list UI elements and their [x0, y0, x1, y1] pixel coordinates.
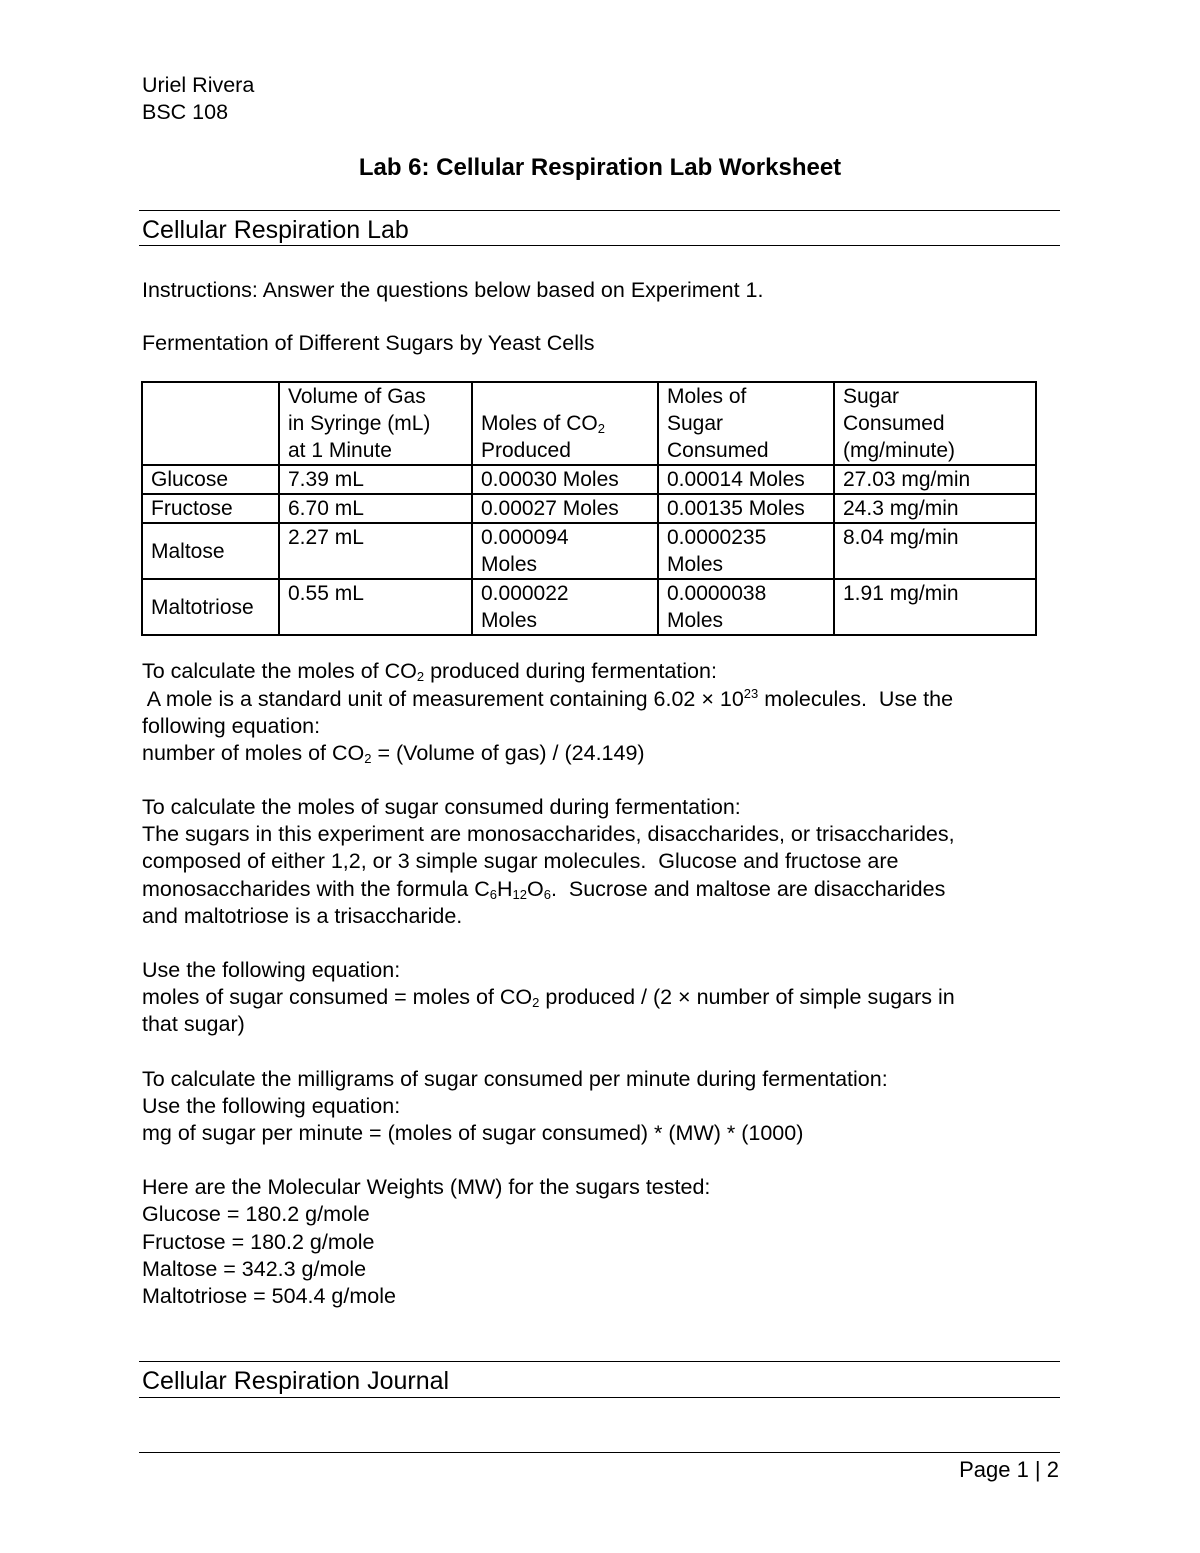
- header-cell-empty: [142, 382, 279, 465]
- mg-calc-line2: Use the following equation:: [142, 1094, 401, 1118]
- mw-item: Maltose = 342.3 g/mole: [142, 1257, 367, 1281]
- cell-mg: 24.3 mg/min: [834, 494, 1036, 523]
- header-co2: Moles of $CO_2$ Produced: [472, 382, 658, 465]
- cell-volume: 2.27 mL: [279, 523, 472, 579]
- table-row: [142, 465, 1036, 494]
- cell-moles: 0.00135 Moles: [658, 494, 834, 523]
- header-volume: Volume of Gas in Syringe (mL) at 1 Minute: [279, 382, 472, 465]
- sugar-calc-line2: The sugars in this experiment are monosaccharides, disaccharides, or trisaccharides,: [142, 822, 955, 846]
- mole-definition: A mole is a standard unit of measurement containing $6.02 \times 10^{23}$ molecules. Use the: [142, 686, 954, 711]
- page-title: Lab 6: Cellular Respiration Lab Worksheet: [358, 154, 842, 181]
- cell-co2: 0.00030 Moles: [472, 465, 658, 494]
- journal-rule-bottom: [139, 1397, 1060, 1398]
- mw-item: Glucose = 180.2 g/mole: [142, 1202, 370, 1226]
- section-rule-top: [139, 210, 1060, 211]
- page-number: Page 1 | 2: [959, 1457, 1059, 1482]
- mg-equation: mg of sugar per minute = (moles of sugar consumed) * (MW) * (1000): [142, 1121, 804, 1145]
- sugar-calc-intro: To calculate the moles of sugar consumed during fermentation:: [142, 795, 741, 819]
- cell-sugar: Maltose: [142, 523, 279, 579]
- mw-item: Fructose = 180.2 g/mole: [142, 1230, 375, 1254]
- fermentation-table: [141, 381, 1037, 636]
- instructions: Instructions: Answer the questions below based on Experiment 1.: [142, 278, 764, 302]
- cell-co2: 0.000094 Moles: [472, 523, 658, 579]
- header-sugar-mg: Sugar Consumed (mg/minute): [834, 382, 1036, 465]
- section-rule-bottom: [139, 245, 1060, 246]
- mw-item: Maltotriose = 504.4 g/mole: [142, 1284, 396, 1308]
- cell-mg: 1.91 mg/min: [834, 579, 1036, 635]
- sugar-eq-intro: Use the following equation:: [142, 958, 401, 982]
- cell-moles: 0.00014 Moles: [658, 465, 834, 494]
- cell-volume: 7.39 mL: [279, 465, 472, 494]
- table-header-row: [142, 382, 1036, 465]
- co2-calc-line3: following equation:: [142, 714, 321, 738]
- cell-co2: 0.000022 Moles: [472, 579, 658, 635]
- cell-mg: 27.03 mg/min: [834, 465, 1036, 494]
- sugar-calc-line5: and maltotriose is a trisaccharide.: [142, 904, 463, 928]
- table-row: [142, 523, 1036, 579]
- cell-volume: 6.70 mL: [279, 494, 472, 523]
- sugar-equation: moles of sugar consumed = moles of $CO_2$ produced / (2 × number of simple sugars in: [142, 985, 955, 1010]
- cell-sugar: Fructose: [142, 494, 279, 523]
- section-heading-lab: Cellular Respiration Lab: [142, 216, 409, 244]
- cell-co2: 0.00027 Moles: [472, 494, 658, 523]
- cell-sugar: Glucose: [142, 465, 279, 494]
- table-row: [142, 579, 1036, 635]
- cell-moles: 0.0000038 Moles: [658, 579, 834, 635]
- sugar-calc-line3: composed of either 1,2, or 3 simple sugar molecules. Glucose and fructose are: [142, 849, 899, 873]
- journal-rule-top: [139, 1361, 1060, 1362]
- course-code: BSC 108: [142, 100, 229, 124]
- cell-sugar: Maltotriose: [142, 579, 279, 635]
- sugar-calc-line4: monosaccharides with the formula $C_6H_{12}O_6$. Sucrose and maltose are disaccharides: [142, 877, 946, 902]
- header-sugar-moles: Moles of Sugar Consumed: [658, 382, 834, 465]
- cell-volume: 0.55 mL: [279, 579, 472, 635]
- cell-moles: 0.0000235 Moles: [658, 523, 834, 579]
- co2-calc-intro: To calculate the moles of $CO_2$ produced during fermentation:: [142, 659, 717, 684]
- section-heading-journal: Cellular Respiration Journal: [142, 1367, 450, 1395]
- co2-equation: number of moles of $CO_2$ = (Volume of gas) / (24.149): [142, 741, 645, 766]
- cell-mg: 8.04 mg/min: [834, 523, 1036, 579]
- table-row: [142, 494, 1036, 523]
- table-caption: Fermentation of Different Sugars by Yeast Cells: [142, 331, 595, 355]
- sugar-eq-line3: that sugar): [142, 1012, 245, 1036]
- mg-calc-intro: To calculate the milligrams of sugar consumed per minute during fermentation:: [142, 1067, 888, 1091]
- footer-rule: [139, 1452, 1060, 1453]
- student-name: Uriel Rivera: [142, 73, 255, 97]
- mw-intro: Here are the Molecular Weights (MW) for the sugars tested:: [142, 1175, 711, 1199]
